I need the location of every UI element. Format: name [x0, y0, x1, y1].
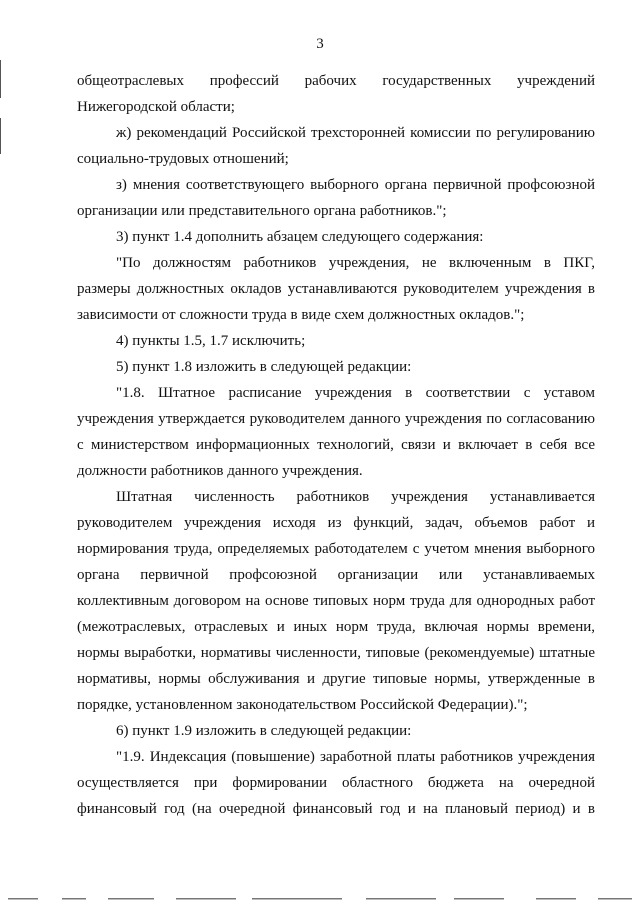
text-line: социально-трудовых отношений;	[77, 151, 289, 167]
text-line: размеры должностных окладов устанавливаются руководителем учреждения в	[77, 281, 595, 297]
text-line: организации или представительного органа работников.";	[77, 203, 447, 219]
text-line: "1.9. Индексация (повышение) заработной платы работников учреждения	[116, 749, 595, 765]
document-body	[77, 68, 595, 822]
text-line: нормы выработки, нормативы численности, типовые (рекомендуемые) штатные	[77, 645, 595, 661]
text-line: общеотраслевых профессий рабочих государственных учреждений	[77, 73, 595, 89]
scan-noise-strip	[0, 893, 640, 905]
text-line: 3) пункт 1.4 дополнить абзацем следующего содержания:	[116, 229, 484, 245]
text-line: органа первичной профсоюзной организации или устанавливаемых	[77, 567, 595, 583]
text-line: зависимости от сложности труда в виде схем должностных окладов.";	[77, 307, 525, 323]
scan-edge-mark	[0, 60, 1, 98]
text-line: руководителем учреждения исходя из функций, задач, объемов работ и	[77, 515, 595, 531]
scan-edge-mark	[0, 118, 1, 154]
text-line: 6) пункт 1.9 изложить в следующей редакции:	[116, 723, 412, 739]
text-line: Нижегородской области;	[77, 99, 235, 115]
text-line: должности работников данного учреждения.	[77, 463, 363, 479]
text-line: с министерством информационных технологий, связи и включает в себя все	[77, 437, 595, 453]
text-line: осуществляется при формировании областного бюджета на очередной	[77, 775, 595, 791]
text-line: учреждения утверждается руководителем данного учреждения по согласованию	[77, 411, 595, 427]
text-line: 5) пункт 1.8 изложить в следующей редакции:	[116, 359, 412, 375]
text-line: "По должностям работников учреждения, не включенным в ПКГ,	[116, 255, 595, 271]
text-line: порядке, установленном законодательством Российской Федерации).";	[77, 697, 528, 713]
text-line: 4) пункты 1.5, 1.7 исключить;	[116, 333, 306, 349]
text-line: Штатная численность работников учреждения устанавливается	[116, 489, 595, 505]
page-number: 3	[316, 36, 324, 52]
text-line: ж) рекомендаций Российской трехсторонней комиссии по регулированию	[116, 125, 595, 141]
text-line: финансовый год (на очередной финансовый год и на плановый период) и в	[77, 801, 595, 817]
text-line: "1.8. Штатное расписание учреждения в соответствии с уставом	[116, 385, 595, 401]
text-line: нормативы, нормы обслуживания и другие типовые нормы, утвержденные в	[77, 671, 595, 687]
text-line: (межотраслевых, отраслевых и иных норм труда, включая нормы времени,	[77, 619, 595, 635]
text-line: нормирования труда, определяемых работодателем с учетом мнения выборного	[77, 541, 595, 557]
text-line: з) мнения соответствующего выборного органа первичной профсоюзной	[116, 177, 595, 193]
text-line: коллективным договором на основе типовых норм труда для однородных работ	[77, 593, 595, 609]
